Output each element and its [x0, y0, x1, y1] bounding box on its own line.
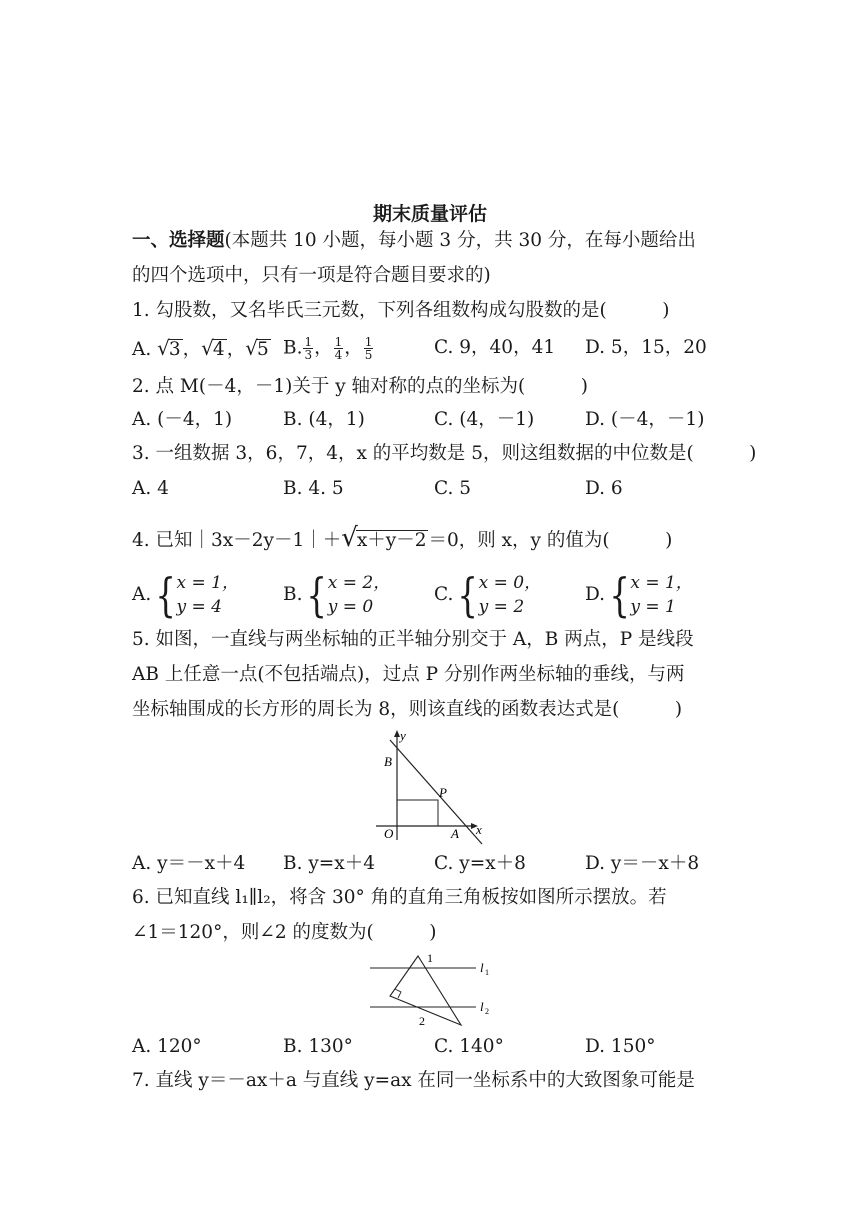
q5-line-2: AB 上任意一点(不包括端点)，过点 P 分别作两坐标轴的垂线，与两: [132, 664, 685, 685]
fig-label-a: A: [451, 826, 459, 841]
fig-label-l2: l: [480, 999, 484, 1014]
fig-angle-2: 2: [419, 1014, 425, 1028]
fig-label-x: x: [476, 822, 482, 837]
q4-stem: 4. 已知｜3x－2y－1｜＋√x＋y－2 ＝0，则 x，y 的值为( ): [132, 523, 673, 553]
q6-option-a: A. 120°: [132, 1036, 202, 1057]
rectangle: [397, 800, 438, 826]
fig-label-y: y: [400, 728, 406, 743]
section-label: 一、选择题: [132, 230, 225, 251]
fig-label-p: P: [439, 785, 447, 800]
q5-figure: [362, 728, 492, 848]
q1-option-a: A. √3 ，√4 ，√5: [132, 336, 269, 360]
fig-label-l1: l: [480, 960, 484, 975]
page-title: 期末质量评估: [372, 203, 487, 225]
q3-stem: 3. 一组数据 3，6，7，4，x 的平均数是 5，则这组数据的中位数是( ): [132, 443, 757, 464]
triangle: [390, 956, 461, 1025]
q1-option-d: D. 5，15，20: [585, 337, 707, 358]
q6-line-1: 6. 已知直线 l₁∥l₂，将含 30° 角的直角三角板按如图所示摆放。若: [132, 887, 667, 908]
q6-line-2: ∠1＝120°，则∠2 的度数为( ): [132, 922, 437, 943]
q3-option-c: C. 5: [434, 478, 472, 499]
q2-option-d: D. (－4，－1): [585, 409, 705, 430]
q6-option-b: B. 130°: [283, 1036, 353, 1057]
q5-line-3: 坐标轴围成的长方形的周长为 8，则该直线的函数表达式是( ): [132, 699, 683, 720]
q2-option-a: A. (－4，1): [132, 409, 233, 430]
q1-option-b: B. $\frac{1}{3}$ ， $\frac{1}{4}$ ， $\frac{1}{5}$: [283, 335, 373, 362]
fig-label-l2-sub: 2: [485, 1007, 489, 1016]
fig-label-b: B: [384, 754, 392, 769]
q3-option-b: B. 4. 5: [283, 478, 344, 499]
q4-option-d: D. { x = 1， y = 1: [585, 568, 693, 622]
q5-option-a: A. y＝－x＋4: [132, 853, 246, 874]
q6-option-d: D. 150°: [585, 1036, 656, 1057]
q5-option-b: B. y=x＋4: [283, 853, 376, 874]
fig-label-o: O: [384, 826, 394, 841]
q6-figure: [368, 948, 498, 1030]
q5-option-c: C. y=x＋8: [434, 853, 526, 874]
fig-angle-1: 1: [427, 951, 433, 965]
q5-option-d: D. y＝－x＋8: [585, 853, 700, 874]
q2-stem: 2. 点 M(－4，－1)关于 y 轴对称的点的坐标为( ): [132, 376, 588, 397]
q3-option-d: D. 6: [585, 478, 623, 499]
q2-option-b: B. (4，1): [283, 409, 365, 430]
q4-radicand: x＋y－2: [356, 530, 427, 551]
q7-line-1: 7. 直线 y＝－ax＋a 与直线 y=ax 在同一坐标系中的大致图象可能是: [132, 1070, 695, 1091]
q1-stem: 1. 勾股数，又名毕氏三元数，下列各组数构成勾股数的是( ): [132, 300, 670, 321]
q4-option-b: B. { x = 2， y = 0: [283, 568, 391, 622]
q4-option-c: C. { x = 0， y = 2: [434, 568, 542, 622]
q1-option-c: C. 9，40，41: [434, 337, 556, 358]
section-header: [132, 229, 696, 253]
fig-label-l1-sub: 1: [485, 968, 489, 977]
q6-option-c: C. 140°: [434, 1036, 504, 1057]
section-desc-1: (本题共 10 小题，每小题 3 分，共 30 分，在每小题给出: [224, 230, 696, 251]
q4-option-a: A. { x = 1， y = 4: [132, 568, 239, 622]
right-angle-mark: [395, 989, 401, 998]
section-desc-2: 的四个选项中，只有一项是符合题目要求的): [132, 265, 491, 286]
q3-option-a: A. 4: [132, 478, 169, 499]
q2-option-c: C. (4，－1): [434, 409, 535, 430]
q5-line-1: 5. 如图，一直线与两坐标轴的正半轴分别交于 A，B 两点，P 是线段: [132, 629, 694, 650]
line-ab: [390, 740, 482, 844]
